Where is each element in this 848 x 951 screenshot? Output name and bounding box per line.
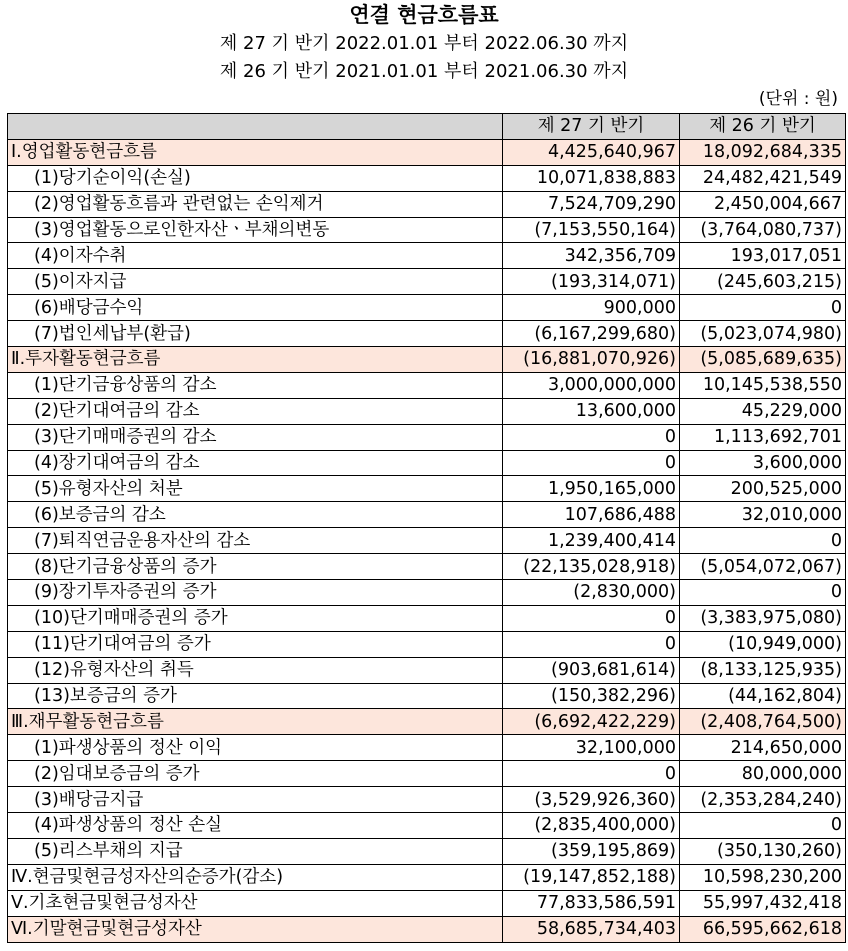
- row-label: (4)파생상품의 정산 손실: [8, 813, 503, 839]
- table-row: [8, 217, 846, 243]
- current-period-value: 77,833,586,591: [503, 890, 680, 916]
- row-label: Ⅳ.현금및현금성자산의순증가(감소): [8, 864, 503, 890]
- prior-period-value: 0: [680, 528, 846, 554]
- table-row: [8, 398, 846, 424]
- table-row: [8, 450, 846, 476]
- current-period-value: (359,195,869): [503, 838, 680, 864]
- table-row: [8, 424, 846, 450]
- prior-period-value: 80,000,000: [680, 761, 846, 787]
- row-label: (2)영업활동흐름과 관련없는 손익제거: [8, 191, 503, 217]
- current-period-value: 13,600,000: [503, 398, 680, 424]
- prior-period-value: (245,603,215): [680, 269, 846, 295]
- table-row: [8, 321, 846, 347]
- current-period-value: (22,135,028,918): [503, 554, 680, 580]
- row-label: (1)당기순이익(손실): [8, 165, 503, 191]
- current-period-value: (150,382,296): [503, 683, 680, 709]
- current-period-value: (3,529,926,360): [503, 787, 680, 813]
- current-period-value: 4,425,640,967: [503, 139, 680, 165]
- prior-period-value: (10,949,000): [680, 631, 846, 657]
- row-label: (1)단기금융상품의 감소: [8, 372, 503, 398]
- current-period-value: (903,681,614): [503, 657, 680, 683]
- row-label: (2)단기대여금의 감소: [8, 398, 503, 424]
- row-label: Ⅴ.기초현금및현금성자산: [8, 890, 503, 916]
- current-period-value: (7,153,550,164): [503, 217, 680, 243]
- current-period-value: 1,950,165,000: [503, 476, 680, 502]
- prior-period-value: (3,764,080,737): [680, 217, 846, 243]
- table-row: [8, 787, 846, 813]
- row-label: (7)퇴직연금운용자산의 감소: [8, 528, 503, 554]
- current-period-value: 900,000: [503, 295, 680, 321]
- table-row: [8, 191, 846, 217]
- table-row: [8, 605, 846, 631]
- table-header-row: [8, 114, 846, 140]
- prior-period-value: (350,130,260): [680, 838, 846, 864]
- row-label: Ⅲ.재무활동현금흐름: [8, 709, 503, 735]
- cash-flow-table: [7, 113, 846, 943]
- prior-period-value: 10,145,538,550: [680, 372, 846, 398]
- prior-period-value: (5,054,072,067): [680, 554, 846, 580]
- row-label: Ⅵ.기말현금및현금성자산: [8, 916, 503, 942]
- current-period-value: 0: [503, 631, 680, 657]
- prior-period-value: (44,162,804): [680, 683, 846, 709]
- row-label: (8)단기금융상품의 증가: [8, 554, 503, 580]
- current-period-value: (19,147,852,188): [503, 864, 680, 890]
- prior-period-value: 0: [680, 295, 846, 321]
- current-period-value: 0: [503, 450, 680, 476]
- statement-title: 연결 현금흐름표: [349, 3, 499, 27]
- current-period-value: (2,830,000): [503, 580, 680, 606]
- current-period-value: (6,167,299,680): [503, 321, 680, 347]
- current-period-value: 1,239,400,414: [503, 528, 680, 554]
- table-row: [8, 372, 846, 398]
- prior-period-value: 0: [680, 813, 846, 839]
- current-period-value: (193,314,071): [503, 269, 680, 295]
- prior-period-value: 24,482,421,549: [680, 165, 846, 191]
- prior-period-value: 214,650,000: [680, 735, 846, 761]
- header-prior-period: 제 26 기 반기: [680, 114, 846, 140]
- table-row: [8, 502, 846, 528]
- prior-period-value: (5,085,689,635): [680, 347, 846, 373]
- current-period-value: (6,692,422,229): [503, 709, 680, 735]
- row-label: (4)이자수취: [8, 243, 503, 269]
- table-row: [8, 657, 846, 683]
- prior-period-value: 55,997,432,418: [680, 890, 846, 916]
- table-row: [8, 761, 846, 787]
- row-label: (3)단기매매증권의 감소: [8, 424, 503, 450]
- prior-period-value: 1,113,692,701: [680, 424, 846, 450]
- prior-period-value: (3,383,975,080): [680, 605, 846, 631]
- table-row: [8, 554, 846, 580]
- table-row: [8, 683, 846, 709]
- prior-period-value: 18,092,684,335: [680, 139, 846, 165]
- current-period-value: 0: [503, 761, 680, 787]
- row-label: (1)파생상품의 정산 이익: [8, 735, 503, 761]
- current-period-value: 58,685,734,403: [503, 916, 680, 942]
- table-row: [8, 813, 846, 839]
- current-period-value: 3,000,000,000: [503, 372, 680, 398]
- row-label: Ⅱ.투자활동현금흐름: [8, 347, 503, 373]
- table-row: [8, 243, 846, 269]
- row-label: (12)유형자산의 취득: [8, 657, 503, 683]
- prior-period-value: (2,353,284,240): [680, 787, 846, 813]
- row-label: (3)배당금지급: [8, 787, 503, 813]
- table-row: [8, 631, 846, 657]
- row-label: (6)배당금수익: [8, 295, 503, 321]
- header-label-cell: [8, 114, 503, 140]
- current-period-value: 0: [503, 424, 680, 450]
- prior-period-value: 2,450,004,667: [680, 191, 846, 217]
- row-label: (13)보증금의 증가: [8, 683, 503, 709]
- prior-period-value: 0: [680, 580, 846, 606]
- section-row: [8, 709, 846, 735]
- table-row: [8, 295, 846, 321]
- prior-period-value: 200,525,000: [680, 476, 846, 502]
- table-row: [8, 735, 846, 761]
- row-label: (3)영업활동으로인한자산ㆍ부채의변동: [8, 217, 503, 243]
- section-row: [8, 139, 846, 165]
- table-row: [8, 269, 846, 295]
- prior-period-value: (5,023,074,980): [680, 321, 846, 347]
- row-label: (9)장기투자증권의 증가: [8, 580, 503, 606]
- section-row: [8, 916, 846, 942]
- prior-period-value: 66,595,662,618: [680, 916, 846, 942]
- section-row: [8, 347, 846, 373]
- current-period-value: (16,881,070,926): [503, 347, 680, 373]
- row-label: (5)이자지급: [8, 269, 503, 295]
- row-label: (2)임대보증금의 증가: [8, 761, 503, 787]
- row-label: (4)장기대여금의 감소: [8, 450, 503, 476]
- current-period-value: 0: [503, 605, 680, 631]
- row-label: (11)단기대여금의 증가: [8, 631, 503, 657]
- table-body: [8, 139, 846, 942]
- total-row: [8, 890, 846, 916]
- current-period-value: 107,686,488: [503, 502, 680, 528]
- table-row: [8, 165, 846, 191]
- table-row: [8, 580, 846, 606]
- prior-period-value: (2,408,764,500): [680, 709, 846, 735]
- prior-period-value: 193,017,051: [680, 243, 846, 269]
- total-row: [8, 864, 846, 890]
- row-label: (5)리스부채의 지급: [8, 838, 503, 864]
- table-row: [8, 528, 846, 554]
- row-label: (7)법인세납부(환급): [8, 321, 503, 347]
- row-label: (5)유형자산의 처분: [8, 476, 503, 502]
- row-label: Ⅰ.영업활동현금흐름: [8, 139, 503, 165]
- unit-label: (단위 : 원): [758, 89, 838, 109]
- current-period-value: 32,100,000: [503, 735, 680, 761]
- prior-period-value: 45,229,000: [680, 398, 846, 424]
- row-label: (10)단기매매증권의 증가: [8, 605, 503, 631]
- prior-period-value: 32,010,000: [680, 502, 846, 528]
- row-label: (6)보증금의 감소: [8, 502, 503, 528]
- current-period-value: (2,835,400,000): [503, 813, 680, 839]
- current-period: 제 27 기 반기 2022.01.01 부터 2022.06.30 까지: [219, 33, 629, 54]
- current-period-value: 7,524,709,290: [503, 191, 680, 217]
- prior-period: 제 26 기 반기 2021.01.01 부터 2021.06.30 까지: [219, 61, 629, 82]
- current-period-value: 342,356,709: [503, 243, 680, 269]
- prior-period-value: 3,600,000: [680, 450, 846, 476]
- prior-period-value: 10,598,230,200: [680, 864, 846, 890]
- header-current-period: 제 27 기 반기: [503, 114, 680, 140]
- table-row: [8, 476, 846, 502]
- current-period-value: 10,071,838,883: [503, 165, 680, 191]
- prior-period-value: (8,133,125,935): [680, 657, 846, 683]
- table-row: [8, 838, 846, 864]
